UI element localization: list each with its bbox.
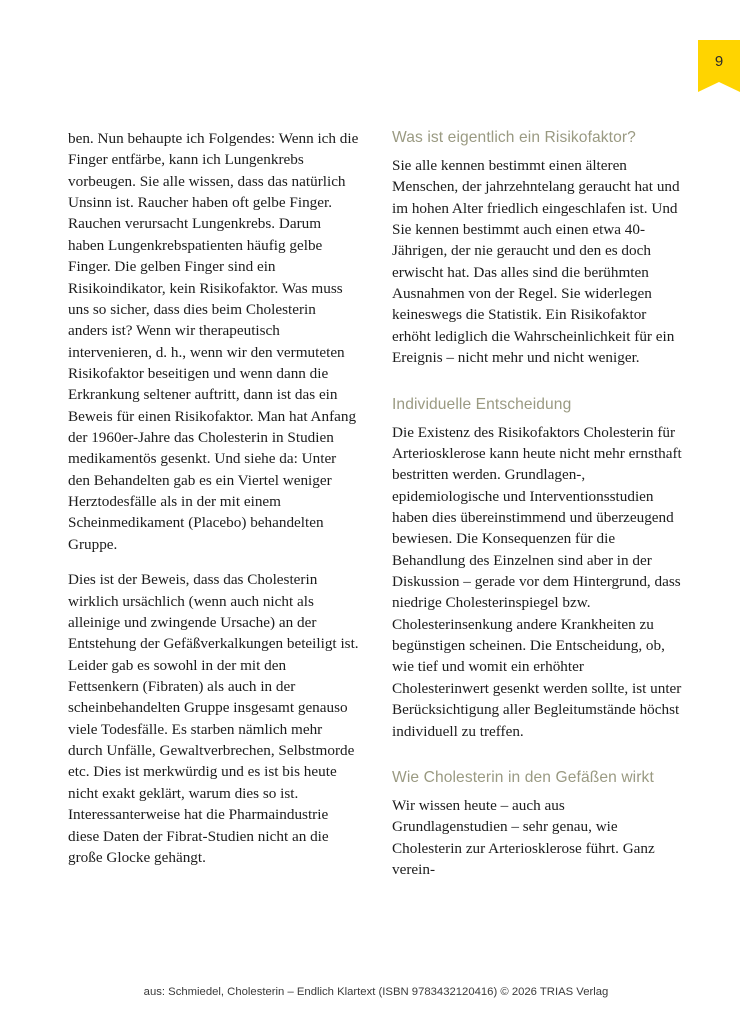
right-text-column	[392, 128, 683, 880]
page-number: 9	[714, 52, 724, 70]
paragraph: ben. Nun behaupte ich Folgendes: Wenn ich die Finger entfärbe, kann ich Lungenkrebs vorbeugen. Sie alle wissen, dass das natürlich Unsinn ist. Raucher haben oft gelbe Finger. Rauchen verursacht Lungenkrebs. Darum haben Lungenkrebspatienten häufig gelbe Finger. Die gelben Finger sind ein Risikoindikator, kein Risikofaktor. Was muss uns so sicher, dass dies beim Cholesterin anders ist? Wenn wir therapeutisch intervenieren, d. h., wenn wir den vermuteten Risikofaktor beseitigen und wenn dann die Erkrankung seltener auftritt, dann ist das ein Beweis für einen Risikofaktor. Man hat Anfang der 1960er-Jahre das Cholesterin in Studien medikamentös gesenkt. Und siehe da: Unter den Behandelten gab es ein Viertel weniger Herztodesfälle als in der mit einem Scheinmedikament (Placebo) behandelten Gruppe.	[68, 130, 359, 553]
two-column-text-body	[68, 128, 684, 880]
paragraph: Sie alle kennen bestimmt einen älteren Menschen, der jahrzehntelang geraucht hat und im hohen Alter friedlich eingeschlafen ist. Und Sie kennen bestimmt auch einen etwa 40-Jährigen, der nie geraucht und den es doch erwischt hat. Das alles sind die berühmten Ausnahmen von der Regel. Sie widerlegen keineswegs die Statistik. Ein Risikofaktor erhöht lediglich die Wahrscheinlichkeit für ein Ereignis – nicht mehr und nicht weniger.	[392, 156, 680, 367]
page-number-tab	[698, 40, 740, 82]
left-text-column	[68, 128, 359, 880]
paragraph: Wir wissen heute – auch aus Grundlagenstudien – sehr genau, wie Cholesterin zur Arteriosklerose führt. Ganz verein-	[392, 796, 655, 878]
section-heading-risikofaktor: Was ist eigentlich ein Risikofaktor?	[392, 129, 636, 146]
paragraph: Die Existenz des Risikofaktors Cholesterin für Arteriosklerose kann heute nicht mehr ernsthaft bestritten werden. Grundlagen-, epidemiologische und Interventionsstudien haben dies übereinstimmend und überzeugend bewiesen. Die Konsequenzen für die Behandlung des Einzelnen sind aber in der Diskussion – gerade vor dem Hintergrund, dass niedrige Cholesterinspiegel bzw. Cholesterinsenkung andere Krankheiten zu begünstigen scheinen. Die Entscheidung, ob, wie tief und womit ein erhöhter Cholesterinwert gesenkt werden sollte, ist unter Berücksichtigung aller Begleitumstände höchst individuell zu treffen.	[392, 423, 682, 740]
section-heading-wie-cholesterin-wirkt: Wie Cholesterin in den Gefäßen wirkt	[392, 768, 654, 786]
paragraph: Dies ist der Beweis, dass das Cholesterin wirklich ursächlich (wenn auch nicht als alleinige und zwingende Ursache) an der Entstehung der Gefäßverkalkungen beteiligt ist. Leider gab es sowohl in der mit den Fettsenkern (Fibraten) als auch in der scheinbehandelten Gruppe insgesamt genauso viele Todesfälle. Es starben nämlich mehr durch Unfälle, Gewaltverbrechen, Selbstmorde etc. Dies ist merkwürdig und es ist bis heute nicht exakt geklärt, warum dies so ist. Interessanterweise hat die Pharmaindustrie diese Daten der Fibrat-Studien nicht an die große Glocke gehängt.	[68, 571, 359, 866]
section-heading-individuelle-entscheidung: Individuelle Entscheidung	[392, 395, 572, 413]
page-footer: aus: Schmiedel, Cholesterin – Endlich Klartext (ISBN 9783432120416) © 2026 TRIAS Verlag	[143, 986, 609, 998]
